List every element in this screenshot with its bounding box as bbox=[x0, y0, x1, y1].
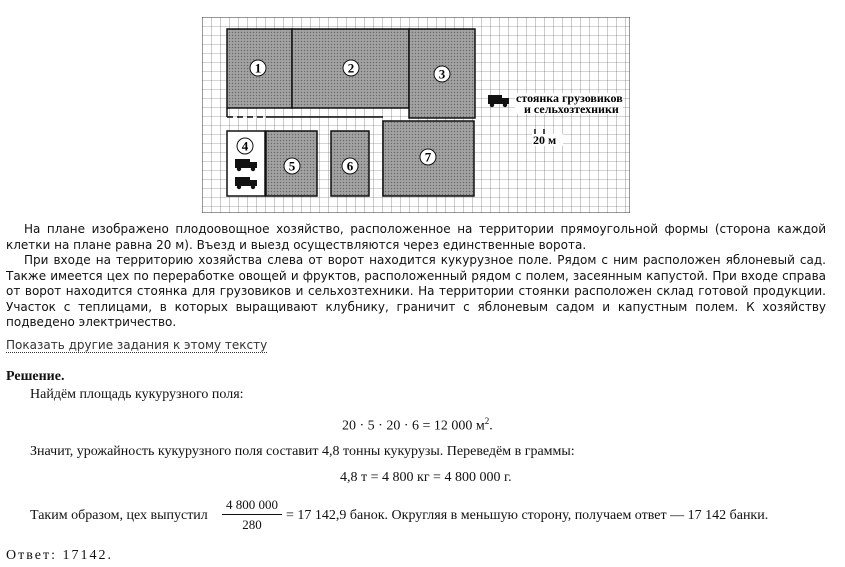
solution-line-3-end: = 17 142,9 банок. Округляя в меньшую сторону, получаем ответ — 17 142 банки. bbox=[286, 508, 769, 523]
svg-text:1: 1 bbox=[254, 60, 262, 76]
fraction-numerator: 4 800 000 bbox=[222, 497, 282, 515]
svg-text:7: 7 bbox=[424, 149, 432, 165]
svg-text:2: 2 bbox=[347, 60, 355, 76]
parking-label-line2: и сельхозтехники bbox=[524, 102, 619, 116]
scale-label: 20 м bbox=[533, 133, 557, 147]
answer-text: Ответ: 17142. bbox=[6, 548, 113, 563]
plot-label-4 bbox=[237, 138, 253, 154]
parking-label: стоянка грузовиков bbox=[516, 91, 623, 105]
plot-label-3 bbox=[434, 66, 450, 82]
plot-label-5 bbox=[284, 158, 300, 174]
svg-text:4: 4 bbox=[241, 138, 249, 154]
task-paragraph-2: При входе на территорию хозяйства слева от ворот находится кукурузное поле. Рядом с ним расположен яблоневый сад. Также имеется цех по переработке овощей и фруктов, расположенный рядом с полем, засеянным капустой. При входе справа от ворот находится стоянка для грузовиков и сельхозтехники. На территории стоянки расположен склад готовой продукции. Участок с теплицами, в которых выращивают клубнику, граничит с яблоневым садом и капустным полем. К хозяйству подведено электричество. bbox=[6, 253, 826, 330]
task-paragraph-1: На плане изображено плодоовощное хозяйство, расположенное на территории прямоугольной формы (сторона каждой клетки на плане равна 20 м). Въезд и выезд осуществляются через единственные ворота. bbox=[6, 222, 826, 252]
plot-label-2 bbox=[343, 60, 359, 76]
solution-line-2: Значит, урожайность кукурузного поля составит 4,8 тонны кукурузы. Переведём в граммы: bbox=[30, 444, 575, 459]
farm-plan-diagram bbox=[202, 17, 630, 213]
solution-fraction bbox=[222, 497, 282, 533]
solution-line-3-start: Таким образом, цех выпустил bbox=[30, 508, 208, 523]
show-other-tasks-link[interactable]: Показать другие задания к этому тексту bbox=[6, 338, 268, 352]
solution-formula-2: 4,8 т = 4 800 кг = 4 800 000 г. bbox=[340, 470, 512, 485]
svg-text:5: 5 bbox=[288, 158, 296, 174]
solution-title: Решение. bbox=[6, 369, 65, 384]
solution-formula-1: 20 · 5 · 20 · 6 = 12 000 $м^2$. bbox=[342, 416, 493, 434]
svg-text:3: 3 bbox=[438, 66, 446, 82]
plot-label-7 bbox=[420, 149, 436, 165]
plot-label-6 bbox=[342, 158, 358, 174]
svg-text:6: 6 bbox=[346, 158, 354, 174]
fraction-denominator: 280 bbox=[242, 517, 262, 532]
solution-line-1: Найдём площадь кукурузного поля: bbox=[30, 387, 244, 402]
plot-label-1 bbox=[250, 60, 266, 76]
